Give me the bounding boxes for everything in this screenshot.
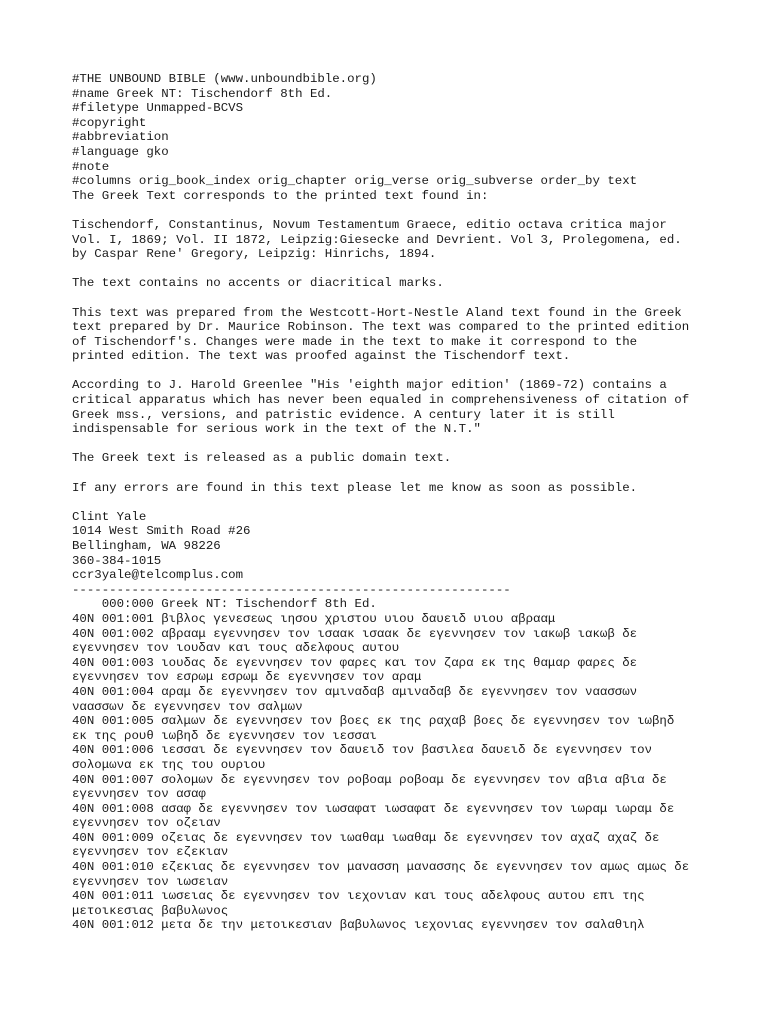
verse-line: 40N 001:010 εζεκιας δε εγεννησεν τον μανασση μανασσης δε εγεννησεν τον αμως αμως δε — [72, 860, 690, 875]
header-columns-line: #columns orig_book_index orig_chapter orig_verse orig_subverse order_by text — [72, 174, 638, 189]
verse-line: εγεννησεν τον εζεκιαν — [72, 845, 229, 860]
prepared-paragraph — [72, 306, 712, 364]
contact-street: 1014 West Smith Road #26 — [72, 524, 251, 539]
public-domain-paragraph — [72, 451, 712, 466]
verse-line: 40N 001:002 αβρααμ εγεννησεν τον ισαακ ισαακ δε εγεννησεν τον ιακωβ ιακωβ δε — [72, 626, 638, 641]
paragraph-line: Tischendorf, Constantinus, Novum Testamentum Graece, editio octava critica major — [72, 217, 667, 232]
verse-line: 000:000 Greek NT: Tischendorf 8th Ed. — [72, 597, 377, 612]
document-text — [72, 72, 712, 933]
verse-line: εγεννησεν τον ιουδαν και τους αδελφους αυτου — [72, 641, 400, 656]
contact-block — [72, 510, 712, 583]
verse-line: σολομωνα εκ της του ουριου — [72, 757, 266, 772]
errors-paragraph — [72, 481, 712, 496]
paragraph-line: indispensable for serious work in the text of the N.T." — [72, 422, 481, 437]
verse-line: 40N 001:011 ιωσειας δε εγεννησεν τον ιεχονιαν και τους αδελφους αυτου επι της — [72, 889, 645, 904]
verse-line: 40N 001:006 ιεσσαι δε εγεννησεν τον δαυειδ τον βασιλεα δαυειδ δε εγεννησεν τον — [72, 743, 652, 758]
blank-line — [72, 203, 712, 218]
verse-line: 40N 001:007 σολομων δε εγεννησεν τον ροβοαμ ροβοαμ δε εγεννησεν τον αβια αβια δε — [72, 772, 667, 787]
header-name-line: #name Greek NT: Tischendorf 8th Ed. — [72, 86, 333, 101]
paragraph-line: This text was prepared from the Westcott-Hort-Nestle Aland text found in the Greek — [72, 305, 682, 320]
paragraph-line: The Greek text is released as a public domain text. — [72, 451, 452, 466]
verse-line: ναασσων δε εγεννησεν τον σαλμων — [72, 699, 303, 714]
verse-line: εγεννησεν τον οζειαν — [72, 816, 221, 831]
header-filetype-line: #filetype Unmapped-BCVS — [72, 101, 244, 116]
paragraph-line: The text contains no accents or diacritical marks. — [72, 276, 444, 291]
header-note-line: #note — [72, 159, 110, 174]
paragraph-line: If any errors are found in this text please let me know as soon as possible. — [72, 480, 638, 495]
verse-line: εκ της ρουθ ιωβηδ δε εγεννησεν τον ιεσσαι — [72, 728, 377, 743]
verse-line: εγεννησεν τον εσρωμ εσρωμ δε εγεννησεν τον αραμ — [72, 670, 422, 685]
paragraph-line: by Caspar Rene' Gregory, Leipzig: Hinrichs, 1894. — [72, 247, 437, 262]
verse-line: 40N 001:012 μετα δε την μετοικεσιαν βαβυλωνος ιεχονιας εγεννησεν τον σαλαθιηλ — [72, 918, 645, 933]
verse-line: 40N 001:008 ασαφ δε εγεννησεν τον ιωσαφατ ιωσαφατ δε εγεννησεν τον ιωραμ ιωραμ δε — [72, 801, 675, 816]
blank-line — [72, 466, 712, 481]
blank-line — [72, 437, 712, 452]
paragraph-line: Greek mss., versions, and patristic evidence. A century later it is still — [72, 407, 615, 422]
greenlee-quote-paragraph — [72, 378, 712, 436]
verse-line: μετοικεσιας βαβυλωνος — [72, 903, 229, 918]
blank-line — [72, 262, 712, 277]
verse-line: 40N 001:004 αραμ δε εγεννησεν τον αμιναδαβ αμιναδαβ δε εγεννησεν τον ναασσων — [72, 684, 638, 699]
paragraph-line: Vol. I, 1869; Vol. II 1872, Leipzig:Giesecke and Devrient. Vol 3, Prolegomena, ed. — [72, 232, 682, 247]
contact-phone: 360-384-1015 — [72, 553, 162, 568]
paragraph-line: According to J. Harold Greenlee "His 'eighth major edition' (1869-72) contains a — [72, 378, 667, 393]
header-block — [72, 72, 712, 203]
header-language-line: #language gko — [72, 144, 169, 159]
verse-line: 40N 001:005 σαλμων δε εγεννησεν τον βοες εκ της ραχαβ βοες δε εγεννησεν τον ιωβηδ — [72, 714, 675, 729]
header-copyright-line: #copyright — [72, 115, 147, 130]
verse-line: 40N 001:003 ιουδας δε εγεννησεν τον φαρες και τον ζαρα εκ της θαμαρ φαρες δε — [72, 655, 638, 670]
contact-name: Clint Yale — [72, 509, 147, 524]
verse-line: 40N 001:001 βιβλος γενεσεως ιησου χριστου υιου δαυειδ υιου αβρααμ — [72, 611, 556, 626]
contact-city: Bellingham, WA 98226 — [72, 539, 221, 553]
verse-line: 40N 001:009 οζειας δε εγεννησεν τον ιωαθαμ ιωαθαμ δε εγεννησεν τον αχαζ αχαζ δε — [72, 830, 660, 845]
header-abbreviation-line: #abbreviation — [72, 130, 169, 145]
contact-email: ccr3yale@telcomplus.com — [72, 568, 244, 583]
blank-line — [72, 291, 712, 306]
accents-paragraph — [72, 276, 712, 291]
paragraph-line: critical apparatus which has never been equaled in comprehensiveness of citation of — [72, 393, 690, 408]
blank-line — [72, 495, 712, 510]
separator-line: ----------------------------------------------------------- — [72, 582, 511, 597]
header-intro-line: The Greek Text corresponds to the printed text found in: — [72, 188, 489, 203]
citation-paragraph — [72, 218, 712, 262]
verse-line: εγεννησεν τον ιωσειαν — [72, 874, 229, 889]
paragraph-line: printed edition. The text was proofed against the Tischendorf text. — [72, 349, 571, 364]
paragraph-line: of Tischendorf's. Changes were made in the text to make it correspond to the — [72, 334, 638, 349]
header-title-line: #THE UNBOUND BIBLE (www.unboundbible.org) — [72, 72, 377, 86]
verse-line: εγεννησεν τον ασαφ — [72, 787, 206, 802]
blank-line — [72, 364, 712, 379]
paragraph-line: text prepared by Dr. Maurice Robinson. The text was compared to the printed edition — [72, 320, 690, 335]
verse-list — [72, 597, 712, 933]
